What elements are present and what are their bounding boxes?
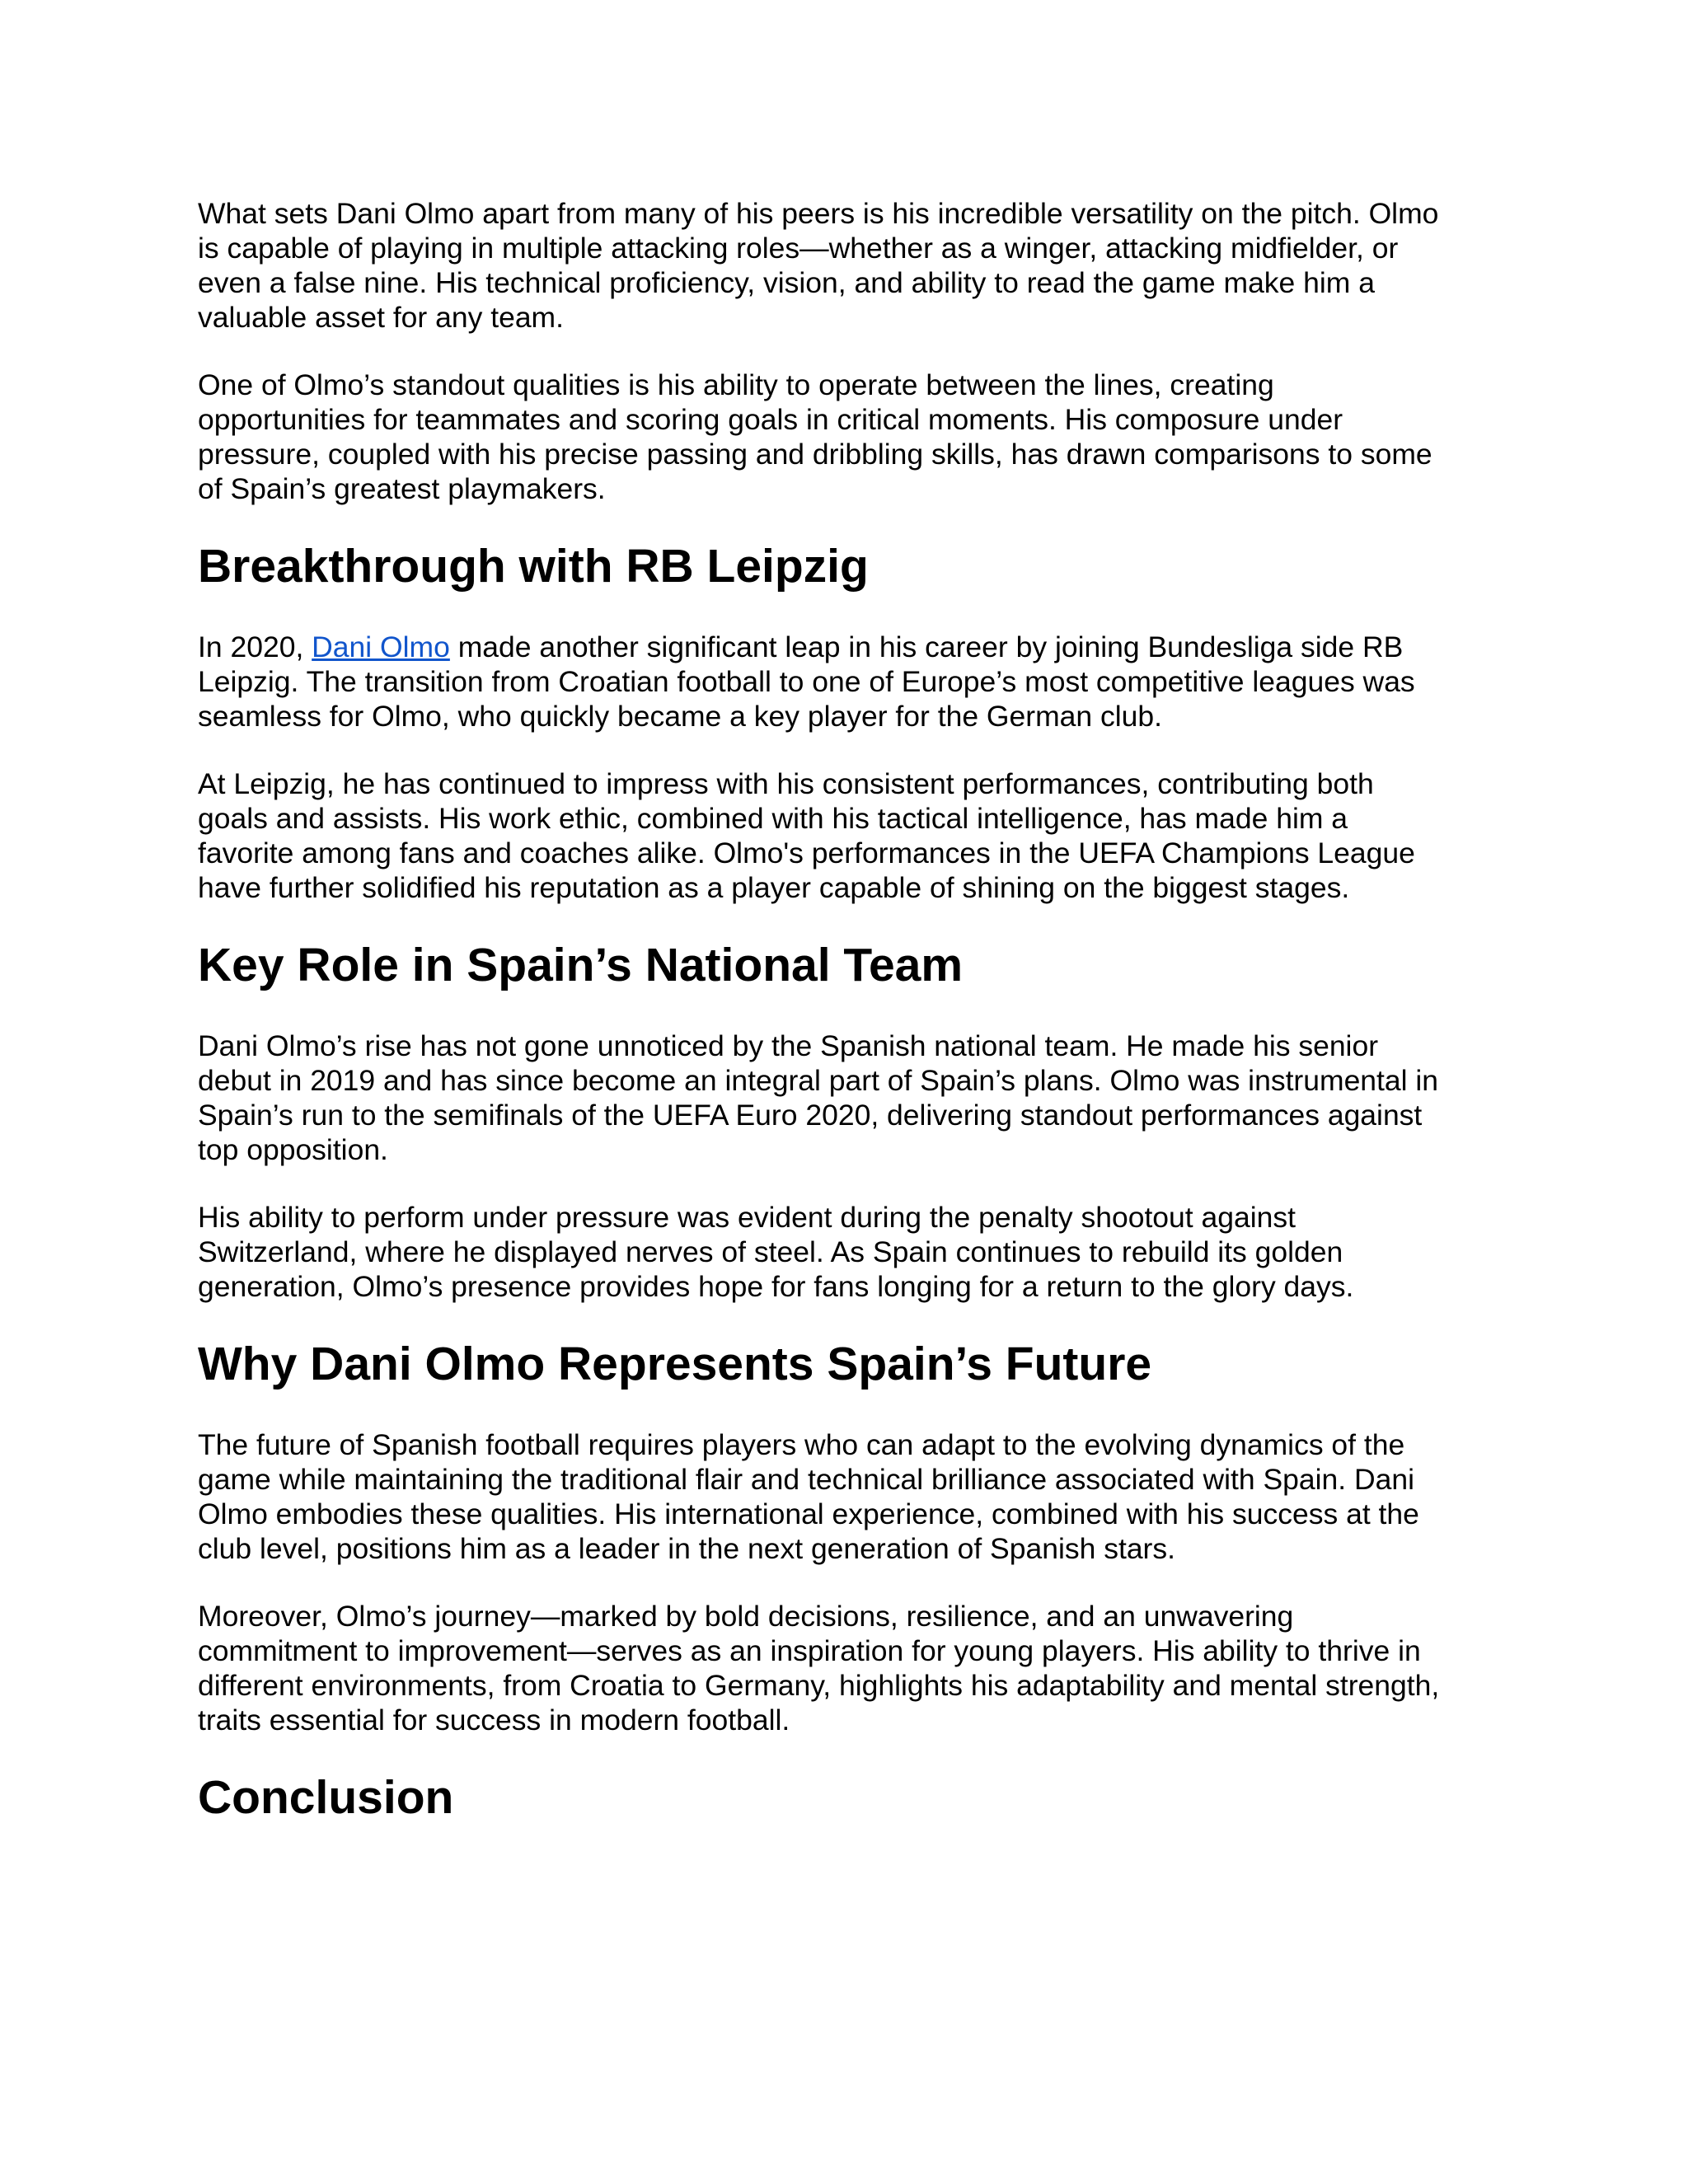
paragraph-standout-qualities: One of Olmo’s standout qualities is his ability to operate between the lines, creating opportunities for teammates and scoring goals in critical moments. His composure under pressure, coupled with his precise passing and dribbling skills, has drawn comparisons to some of Spain’s greatest playmakers. [198, 368, 1432, 505]
paragraph-olmo-journey: Moreover, Olmo’s journey—marked by bold decisions, resilience, and an unwavering commitment to improvement—serves as an inspiration for young players. His ability to thrive in different environments, from Croatia to Germany, highlights his adaptability and mental strength, traits essential for success in modern football. [198, 1600, 1440, 1736]
paragraph-text-segment: In 2020, [198, 630, 312, 663]
heading-breakthrough-leipzig: Breakthrough with RB Leipzig [198, 540, 869, 593]
paragraph-national-debut: Dani Olmo’s rise has not gone unnoticed by the Spanish national team. He made his senior debut in 2019 and has since become an integral part of Spain’s plans. Olmo was instrumental in Spain’s run to the semifinals of the UEFA Euro 2020, delivering standout performances against top opposition. [198, 1029, 1439, 1166]
paragraph-leipzig-transfer [198, 630, 1490, 733]
heading-conclusion: Conclusion [198, 1771, 454, 1824]
paragraph-leipzig-performances: At Leipzig, he has continued to impress with his consistent performances, contributing both goals and assists. His work ethic, combined with his tactical intelligence, has made him a favorite among fans and coaches alike. Olmo's performances in the UEFA Champions League have further solidified his reputation as a player capable of shining on the biggest stages. [198, 767, 1415, 904]
paragraph-penalty-shootout: His ability to perform under pressure was evident during the penalty shootout against Switzerland, where he displayed nerves of steel. As Spain continues to rebuild its golden generation, Olmo’s presence provides hope for fans longing for a return to the glory days. [198, 1201, 1354, 1303]
heading-spain-future: Why Dani Olmo Represents Spain’s Future [198, 1338, 1152, 1390]
paragraph-future-spanish-football: The future of Spanish football requires players who can adapt to the evolving dynamics of the game while maintaining the traditional flair and technical brilliance associated with Spain. Dani Olmo embodies these qualities. His international experience, combined with his success at the club level, positions him as a leader in the next generation of Spanish stars. [198, 1428, 1419, 1565]
dani-olmo-link[interactable]: Dani Olmo [312, 630, 450, 663]
heading-national-team: Key Role in Spain’s National Team [198, 939, 964, 991]
paragraph-versatility: What sets Dani Olmo apart from many of his peers is his incredible versatility on the pitch. Olmo is capable of playing in multiple attacking roles—whether as a winger, attacking midfielder, or even a false nine. His technical proficiency, vision, and ability to read the game make him a valuable asset for any team. [198, 197, 1439, 334]
paragraph-text-segment: made another significant leap in his career by joining Bundesliga side RB Leipzig. The transition from Croatian football to one of Europe’s most competitive leagues was seamless for Olmo, who quickly became a key player for the German club. [198, 630, 1415, 733]
